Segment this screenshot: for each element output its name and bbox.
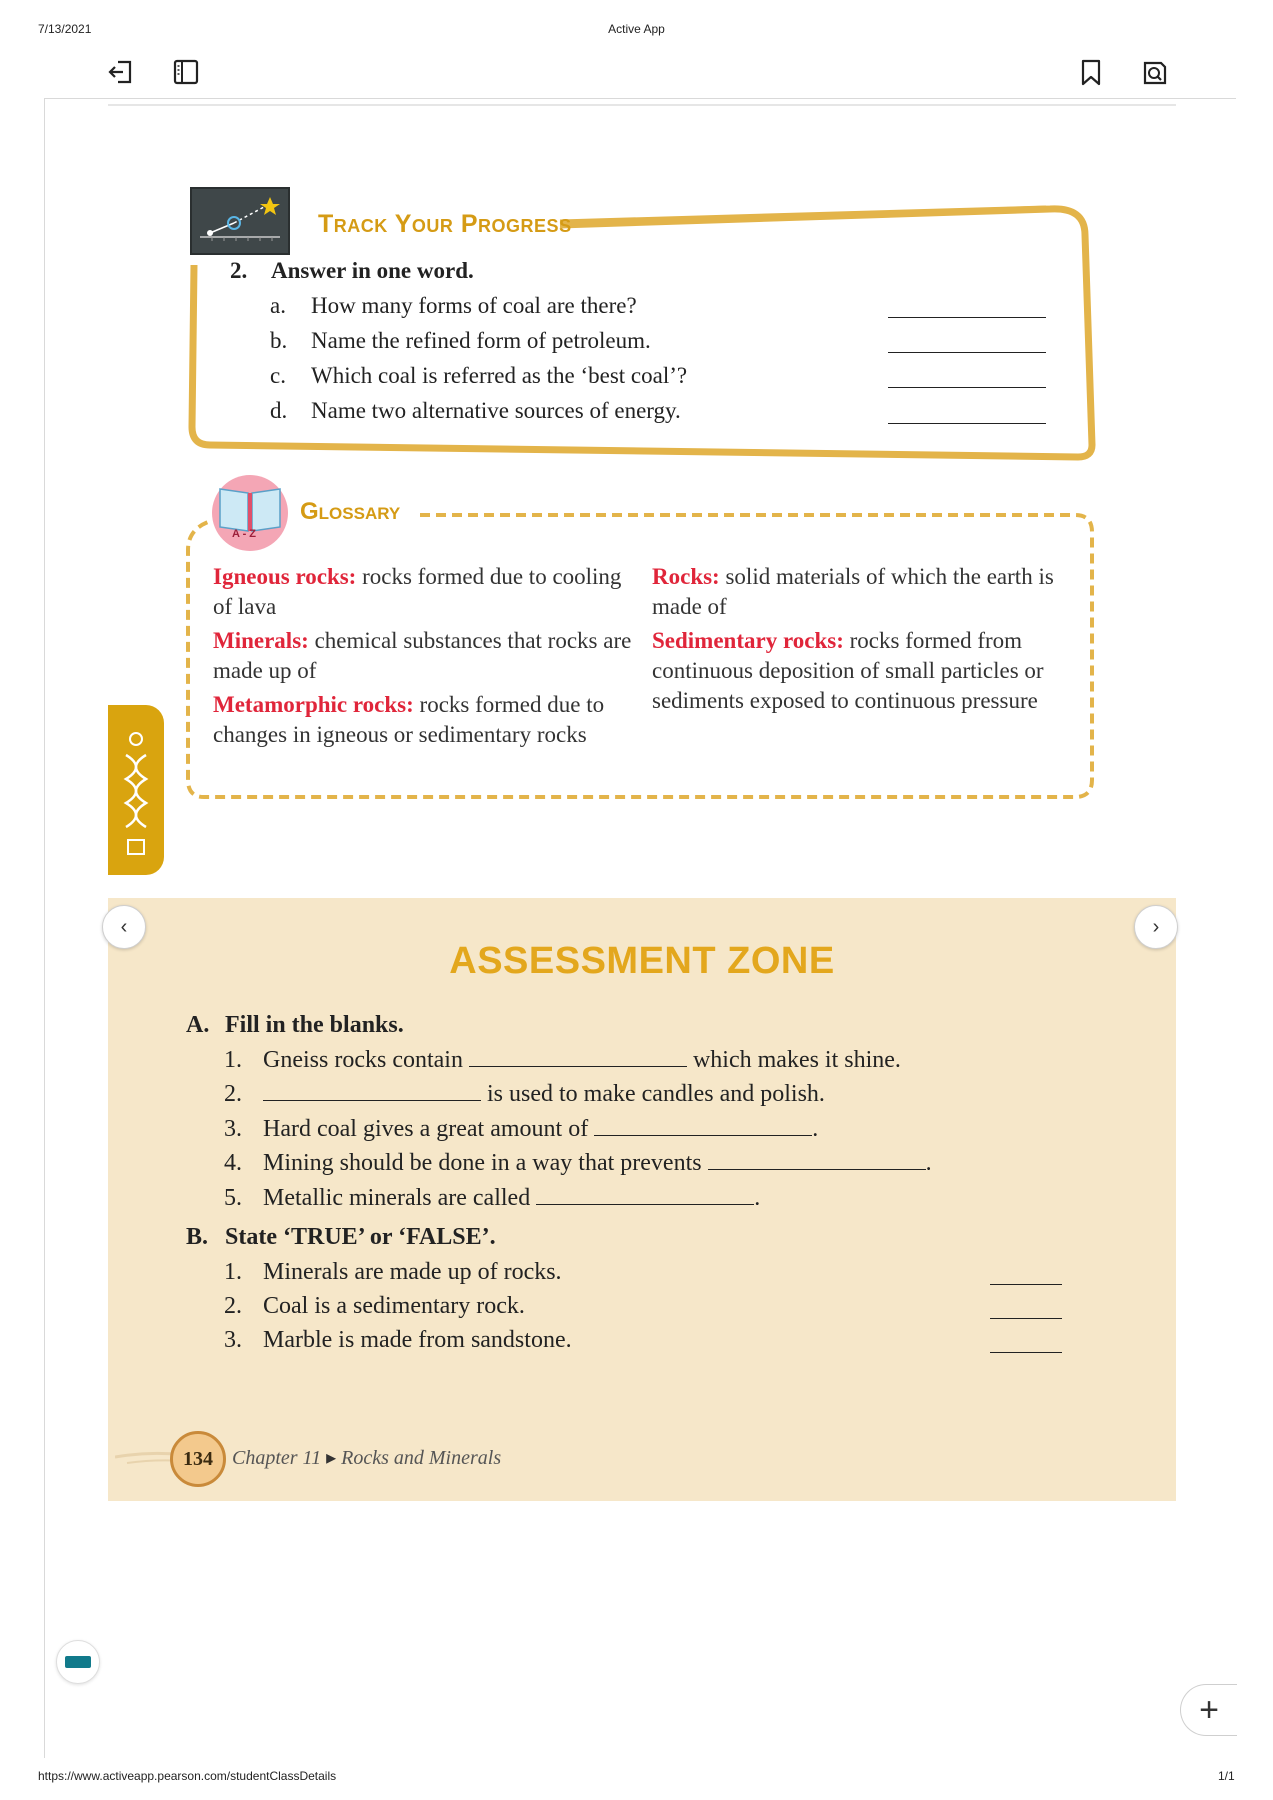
bookmark-icon[interactable] (1076, 57, 1106, 87)
glossary-definition: rocks formed from continuous deposition of small particles or sediments exposed to continuous pressure (652, 628, 1044, 713)
question-text: . (812, 1116, 819, 1142)
glossary-entry (213, 562, 633, 622)
section-a-heading: Fill in the blanks. (225, 1012, 404, 1038)
add-button[interactable] (1180, 1684, 1237, 1736)
print-page-count: 1/1 (1218, 1769, 1235, 1783)
section-b-label: B. (186, 1224, 209, 1250)
track-item-letter: a. (270, 293, 286, 318)
plus-icon: + (1199, 1690, 1219, 1729)
assessment-title: ASSESSMENT ZONE (449, 940, 835, 982)
notes-icon (65, 1656, 91, 1668)
print-title: Active App (608, 22, 665, 36)
page-search-icon[interactable] (1140, 57, 1170, 87)
question-text: . (925, 1150, 932, 1176)
question-text: Metallic minerals are called (263, 1185, 531, 1211)
next-page-button[interactable] (1134, 905, 1178, 949)
fill-blank-question (263, 1116, 818, 1143)
answer-blank (708, 1151, 926, 1170)
chapter-side-tab (108, 705, 164, 875)
question-text: Gneiss rocks contain (263, 1047, 463, 1073)
track-progress-title: Track Your Progress (318, 210, 572, 238)
question-text: Hard coal gives a great amount of (263, 1116, 589, 1142)
glossary-left-column (213, 562, 633, 754)
glossary-term: Minerals: (213, 628, 309, 653)
answer-blank (888, 352, 1046, 353)
track-item-letter: c. (270, 363, 286, 388)
notes-button[interactable] (56, 1640, 100, 1684)
glossary-definition: rocks formed due to cooling of lava (213, 564, 622, 619)
glossary-book-icon (212, 475, 288, 551)
track-item-letter: d. (270, 398, 288, 423)
glossary-term: Rocks: (652, 564, 720, 589)
question-text: Mining should be done in a way that prevents (263, 1150, 702, 1176)
chevron-right-icon: › (1152, 915, 1160, 938)
question-text: which makes it shine. (692, 1047, 901, 1073)
track-question-number: 2. (230, 258, 248, 283)
glossary-title: Glossary (300, 498, 401, 525)
chevron-left-icon: ‹ (120, 915, 128, 938)
glossary-term: Sedimentary rocks: (652, 628, 844, 653)
glossary-entry (652, 626, 1057, 716)
answer-blank (888, 423, 1046, 424)
glossary-badge-text: A - Z (232, 528, 257, 540)
glossary-term: Igneous rocks: (213, 564, 357, 589)
tf-question: Marble is made from sandstone. (263, 1327, 572, 1353)
track-item-text: How many forms of coal are there? (311, 293, 637, 318)
answer-blank (990, 1284, 1062, 1285)
fill-blank-question (263, 1185, 760, 1212)
blank-item-number: 4. (224, 1150, 242, 1176)
section-a-label: A. (186, 1012, 210, 1038)
viewer-frame-top (44, 98, 1236, 99)
blank-item-number: 2. (224, 1081, 242, 1107)
blank-item-number: 3. (224, 1116, 242, 1142)
answer-blank (536, 1186, 754, 1205)
sidebar-toggle-icon[interactable] (171, 57, 201, 87)
question-text: . (754, 1185, 761, 1211)
glossary-entry (213, 626, 633, 686)
question-text: is used to make candles and polish. (487, 1081, 825, 1107)
viewer-frame-left (44, 98, 45, 1758)
tf-item-number: 1. (224, 1259, 242, 1285)
glossary-definition: chemical substances that rocks are made up of (213, 628, 632, 683)
progress-chart-icon (190, 187, 290, 255)
track-item-letter: b. (270, 328, 288, 353)
answer-blank (990, 1318, 1062, 1319)
chapter-separator: ▸ (326, 1447, 337, 1469)
fill-blank-question (263, 1047, 901, 1074)
glossary-right-column (652, 562, 1057, 720)
track-item-text: Which coal is referred as the ‘best coal’? (311, 363, 688, 388)
answer-blank (888, 317, 1046, 318)
answer-blank (888, 387, 1046, 388)
blank-item-number: 1. (224, 1047, 242, 1073)
answer-blank (263, 1082, 481, 1101)
chapter-label (232, 1445, 501, 1470)
glossary-entry (652, 562, 1057, 622)
fill-blank-question (263, 1150, 932, 1177)
glossary-definition: solid materials of which the earth is made of (652, 564, 1054, 619)
answer-blank (594, 1117, 812, 1136)
glossary-entry (213, 690, 633, 750)
page-number-badge: 134 (170, 1431, 226, 1487)
tf-question: Minerals are made up of rocks. (263, 1259, 562, 1285)
answer-blank (469, 1048, 687, 1067)
tf-item-number: 2. (224, 1293, 242, 1319)
section-b-heading: State ‘TRUE’ or ‘FALSE’. (225, 1224, 496, 1250)
glossary-definition: rocks formed due to changes in igneous or sedimentary rocks (213, 692, 605, 747)
track-question: Answer in one word. (271, 258, 474, 283)
chapter-number: Chapter 11 (232, 1447, 322, 1469)
exit-icon[interactable] (106, 57, 136, 87)
answer-blank (990, 1352, 1062, 1353)
glossary-term: Metamorphic rocks: (213, 692, 414, 717)
page-top-border (108, 104, 1176, 106)
print-url: https://www.activeapp.pearson.com/studentClassDetails (38, 1769, 337, 1783)
tf-question: Coal is a sedimentary rock. (263, 1293, 525, 1319)
track-item-text: Name two alternative sources of energy. (311, 398, 681, 423)
previous-page-button[interactable] (102, 905, 146, 949)
dna-icon (108, 705, 164, 875)
chapter-title: Rocks and Minerals (341, 1447, 502, 1469)
fill-blank-question (263, 1081, 825, 1108)
track-item-text: Name the refined form of petroleum. (311, 328, 651, 353)
print-date: 7/13/2021 (38, 22, 92, 36)
blank-item-number: 5. (224, 1185, 242, 1211)
tf-item-number: 3. (224, 1327, 242, 1353)
